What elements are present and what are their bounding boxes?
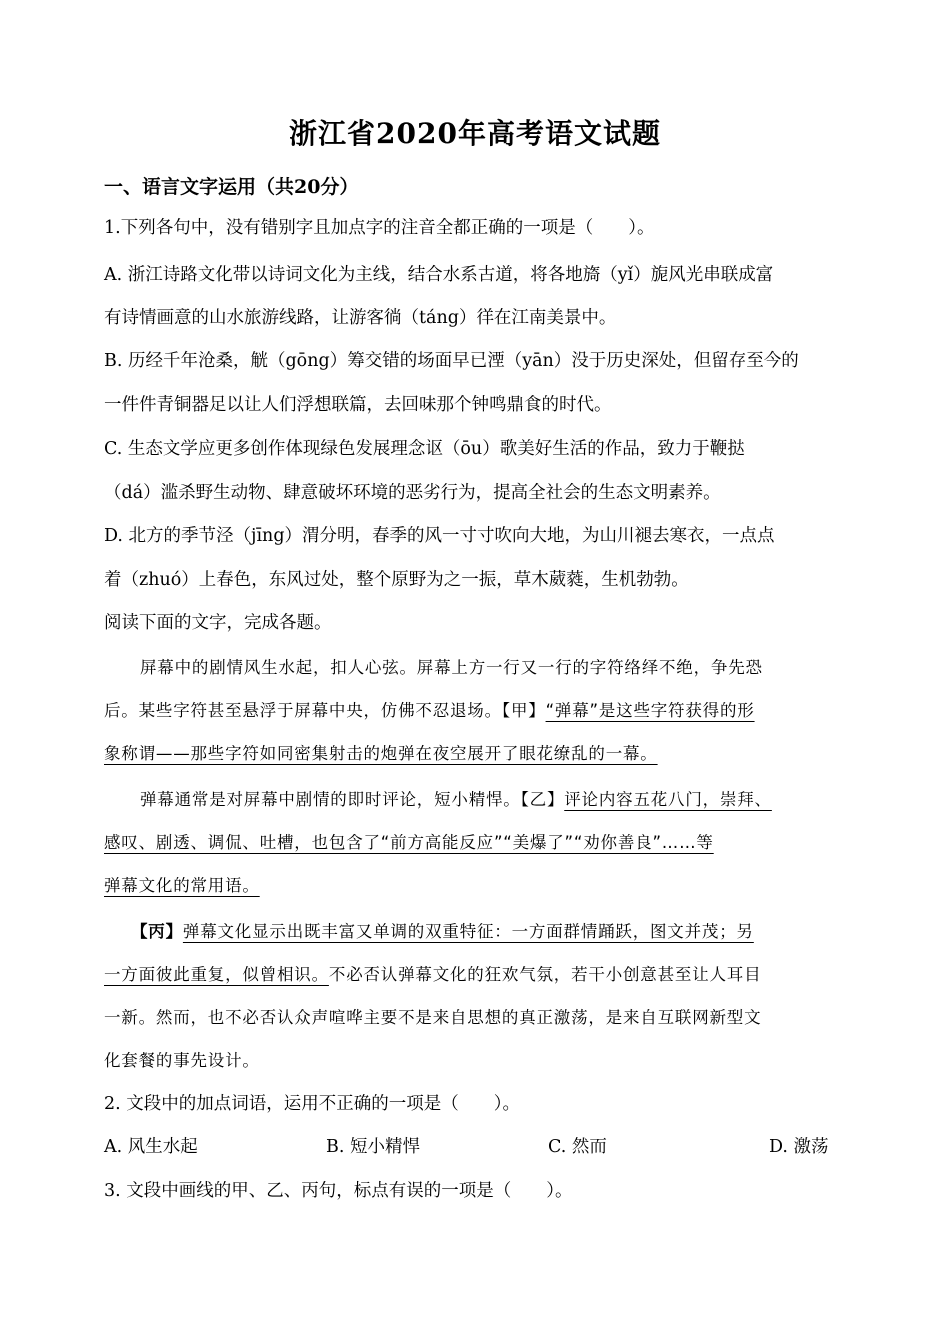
question-1-option-b-line2: 一件件青铜器足以让人们浮想联篇，去回味那个钟鸣鼎食的时代。: [104, 395, 612, 415]
sentence-yi-underlined-cont: 感叹、剧透、调侃、吐槽，也包含了“前方高能反应”“美爆了”“劝你善良”……等: [104, 833, 714, 852]
sentence-jia-underlined: “弹幕”是这些字符获得的形: [545, 701, 755, 720]
sentence-yi-underlined-end: 弹幕文化的常用语。: [104, 876, 260, 895]
question-1-option-c-line1: C. 生态文学应更多创作体现绿色发展理念讴（ōu）歌美好生活的作品，致力于鞭挞: [104, 439, 745, 459]
passage-p2-line2: [104, 829, 714, 853]
passage-p1-line2: [104, 697, 755, 721]
sentence-jia-underlined-cont: 象称谓——那些字符如同密集射击的炮弹在夜空展开了眼花缭乱的一幕。: [104, 744, 658, 763]
passage-p3-line1: [131, 918, 754, 942]
question-1-option-a-line1: A. 浙江诗路文化带以诗词文化为主线，结合水系古道，将各地旖（yǐ）旎风光串联成富: [104, 265, 774, 285]
passage-p3-line4: 化套餐的事先设计。: [104, 1051, 260, 1070]
sentence-bing-marker: 【丙】: [131, 922, 183, 941]
sentence-bing-underlined: 弹幕文化显示出既丰富又单调的双重特征：一方面群情踊跃，图文并茂；另: [182, 922, 754, 941]
section-heading: 一、语言文字运用（共20分）: [104, 176, 359, 198]
question-1-option-c-line2: （dá）滥杀野生动物、肆意破坏环境的恶劣行为，提高全社会的生态文明素养。: [104, 483, 721, 503]
question-2-option-d: D. 激荡: [769, 1137, 829, 1157]
question-1-option-d-line2: 着（zhuó）上春色，东风过处，整个原野为之一振，草木葳蕤，生机勃勃。: [104, 570, 689, 590]
sentence-yi-underlined: 评论内容五花八门，崇拜、: [564, 790, 772, 809]
question-2-stem: 2. 文段中的加点词语，运用不正确的一项是（ ）。: [104, 1094, 521, 1114]
question-3-stem: 3. 文段中画线的甲、乙、丙句，标点有误的一项是（ ）。: [104, 1181, 573, 1201]
passage-p1-line2-text: 后。某些字符甚至悬浮于屏幕中央，仿佛不忍退场。【甲】: [104, 701, 546, 720]
passage-p3-line2: [104, 961, 761, 985]
passage-p2-line3: [104, 872, 260, 896]
passage-p1-line1: 屏幕中的剧情风生水起，扣人心弦。屏幕上方一行又一行的字符络绎不绝，争先恐: [140, 658, 763, 677]
passage-p1-line3: [104, 740, 658, 764]
question-1-option-d-line1: D. 北方的季节泾（jīng）渭分明，春季的风一寸寸吹向大地，为山川褪去寒衣，一点点: [104, 526, 775, 546]
passage-p3-line3: 一新。然而，也不必否认众声喧哗主要不是来自思想的真正激荡，是来自互联网新型文: [104, 1008, 762, 1027]
question-2-option-a: A. 风生水起: [104, 1137, 198, 1157]
question-1-option-a-line2: 有诗情画意的山水旅游线路，让游客徜（táng）徉在江南美景中。: [104, 308, 617, 328]
question-1-option-b-line1: B. 历经千年沧桑，觥（gōng）筹交错的场面早已湮（yān）没于历史深处，但留存至今的: [104, 351, 799, 371]
reading-intro: 阅读下面的文字，完成各题。: [104, 613, 332, 633]
passage-p2-line1: [140, 786, 772, 810]
question-2-option-b: B. 短小精悍: [326, 1137, 420, 1157]
passage-p3-line2-text: 不必否认弹幕文化的狂欢气氛，若干小创意甚至让人耳目: [328, 965, 762, 984]
question-2-option-c: C. 然而: [548, 1137, 607, 1157]
question-1-stem: 1.下列各句中，没有错别字且加点字的注音全都正确的一项是（ ）。: [104, 218, 655, 238]
passage-p2-line1-text: 弹幕通常是对屏幕中剧情的即时评论，短小精悍。【乙】: [140, 790, 565, 809]
sentence-bing-underlined-cont: 一方面彼此重复，似曾相识。: [104, 965, 329, 984]
page-title: 浙江省2020年高考语文试题: [289, 117, 661, 150]
